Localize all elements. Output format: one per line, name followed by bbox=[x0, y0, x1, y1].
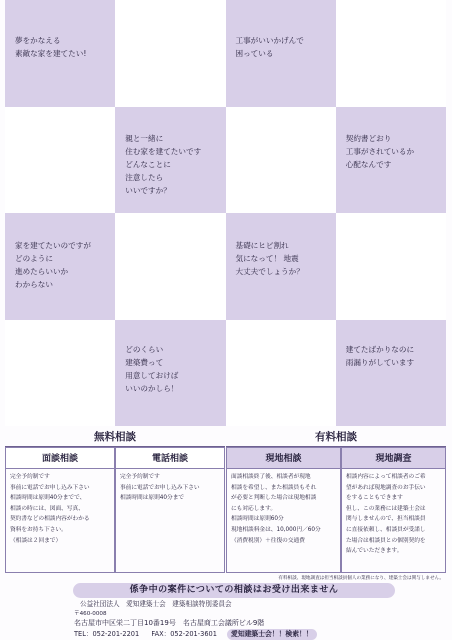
onsite-survey-title: 現地調査 bbox=[341, 447, 446, 469]
search-prompt: 愛知建築士会！！検索！！ bbox=[227, 629, 317, 640]
organization-name: 公益社団法人 愛知建築士会 建築相談特別委員会 bbox=[80, 600, 232, 608]
onsite-consultation-title: 現地相談 bbox=[226, 447, 341, 469]
address: 名古屋市中区栄二丁目10番19号 名古屋商工会議所ビル9階 bbox=[74, 619, 265, 627]
concern-cell bbox=[336, 320, 446, 427]
free-consultation-heading: 無料相談 bbox=[5, 428, 225, 447]
onsite-consultation-text: 面談相談終了後、相談者が現地 相談を希望し、また相談員もそれ が必要と判断した場合は現地相談 にも対応します。 相談時間は原則60分 現地相談料金は、10,000円／60分 （消費税別）＋往復の交通費 bbox=[226, 469, 341, 573]
concern-text: 工事がいいかげんで 困っている bbox=[235, 36, 304, 58]
service-titles bbox=[5, 447, 446, 469]
concern-cell bbox=[5, 0, 115, 107]
paid-consultation-heading: 有料相談 bbox=[226, 428, 446, 447]
interview-consultation-text: 完全予約制です 事前に電話でお申し込み下さい 相談時間は原則40分までで、 相談の時には、図面、写真、 契約書などの相談内容がわかる 資料をお持ち下さい。 （相談は２回まで） bbox=[5, 469, 115, 573]
concern-text: 契約書どおり 工事がされているか 心配なんです bbox=[345, 133, 415, 169]
blank-cell bbox=[115, 0, 225, 107]
concern-cell bbox=[226, 0, 336, 107]
concern-text: どのくらい 建築費って 用意しておけば いいのかしら！ bbox=[125, 344, 179, 393]
concern-text: 親と一緒に 住む家を建てたいです どんなことに 注意したら いいですか？ bbox=[125, 133, 202, 195]
blank-cell bbox=[5, 320, 115, 427]
phone-consultation-title: 電話相談 bbox=[115, 447, 225, 469]
consultation-grid bbox=[5, 0, 446, 426]
service-headings bbox=[5, 428, 446, 446]
concern-cell bbox=[226, 213, 336, 320]
blank-cell bbox=[5, 107, 115, 214]
postal-code: 〒460-0008 bbox=[74, 610, 107, 617]
fax-number: FAX：052-201-3601 bbox=[151, 629, 217, 638]
concern-cell bbox=[336, 107, 446, 214]
interview-consultation-title: 面談相談 bbox=[5, 447, 115, 469]
concern-text: 基礎にヒビ割れ 気になって！ 地震 大丈夫でしょうか？ bbox=[235, 241, 304, 276]
paid-service-note: 有料相談、現地調査は担当相談員個人の業務になり、建築士会は関与しません。 bbox=[278, 576, 444, 581]
concern-cell bbox=[115, 107, 225, 214]
service-details bbox=[5, 469, 446, 573]
blank-cell bbox=[336, 0, 446, 107]
concern-text: 建てたばかりなのに 雨漏りがしています bbox=[345, 344, 415, 367]
concern-text: 家を建てたいのですが どのように 進めたらいいか わからない bbox=[15, 241, 91, 289]
contact-footer bbox=[74, 600, 434, 640]
concern-cell bbox=[5, 213, 115, 320]
concern-cell bbox=[115, 320, 225, 427]
phone-consultation-text: 完全予約制です 事前に電話でお申し込み下さい 相談時間は原則40分まで bbox=[115, 469, 225, 573]
blank-cell bbox=[115, 213, 225, 320]
blank-cell bbox=[226, 107, 336, 214]
onsite-survey-text: 相談内容によって相談者のご希 望があれば現地調査のお手伝い をすることもできます 但し、この業務には建築士会は 関与しませんので、担当相談員 に直接依頼し、相談員が受諾し た場合は相談員との個別契約を 結んでいただきます。 bbox=[341, 469, 446, 573]
dispute-notice-banner: 係争中の案件についての相談はお受け出来ません bbox=[73, 583, 395, 598]
phone-number: TEL：052-201-2201 bbox=[74, 629, 140, 638]
concern-text: 夢をかなえる 素敵な家を建てたい! bbox=[15, 36, 87, 58]
blank-cell bbox=[226, 320, 336, 427]
blank-cell bbox=[336, 213, 446, 320]
